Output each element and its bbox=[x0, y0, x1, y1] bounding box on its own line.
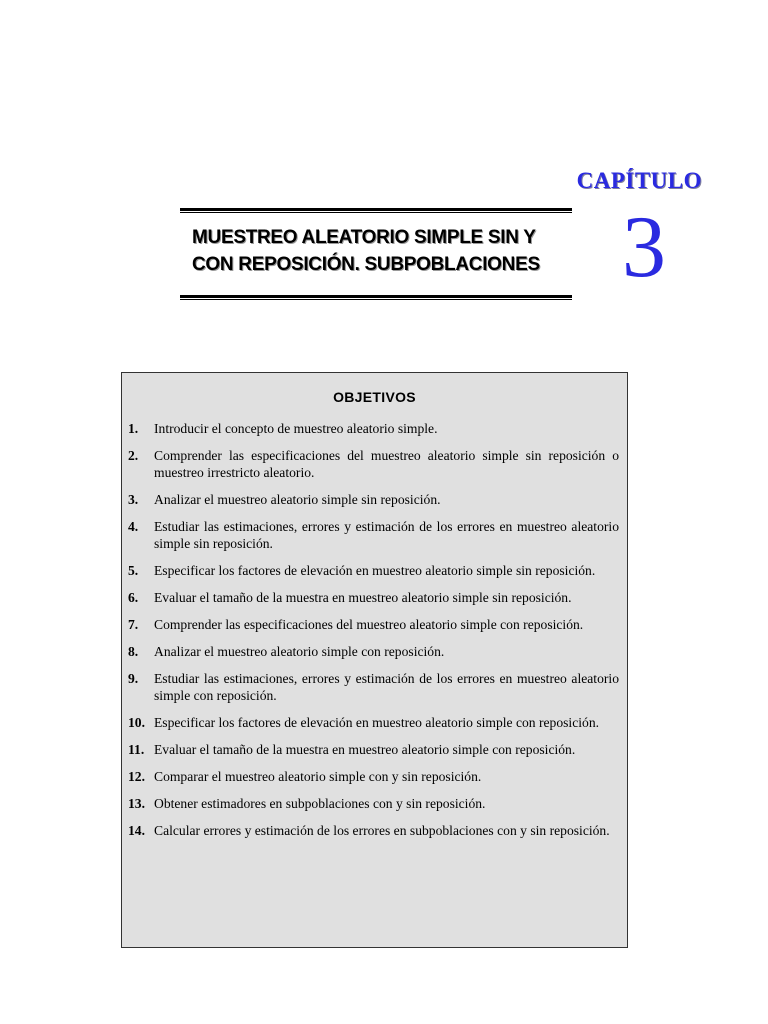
list-item bbox=[128, 714, 619, 731]
objective-text: Evaluar el tamaño de la muestra en muestreo aleatorio simple sin reposición. bbox=[154, 590, 572, 605]
list-item bbox=[128, 822, 619, 839]
objective-text: Comprender las especificaciones del muestreo aleatorio simple con reposición. bbox=[154, 617, 584, 632]
list-item bbox=[128, 643, 619, 660]
objective-number: 6. bbox=[128, 590, 139, 605]
chapter-title bbox=[192, 224, 572, 278]
objective-number: 5. bbox=[128, 563, 139, 578]
objective-text: Calcular errores y estimación de los errores en subpoblaciones con y sin reposición. bbox=[154, 823, 610, 838]
list-item bbox=[128, 741, 619, 758]
list-item bbox=[128, 768, 619, 785]
objective-text: Analizar el muestreo aleatorio simple sin reposición. bbox=[154, 492, 441, 507]
title-bottom-rule bbox=[180, 295, 572, 300]
chapter-title-line-2: CON REPOSICIÓN. SUBPOBLACIONES bbox=[192, 254, 540, 275]
chapter-title-block bbox=[180, 208, 572, 300]
objective-number: 1. bbox=[128, 421, 139, 436]
list-item bbox=[128, 616, 619, 633]
objective-number: 3. bbox=[128, 492, 139, 507]
objective-text: Evaluar el tamaño de la muestra en muestreo aleatorio simple con reposición. bbox=[154, 742, 576, 757]
objective-number: 10. bbox=[128, 715, 145, 730]
list-item bbox=[128, 491, 619, 508]
objective-number: 11. bbox=[128, 742, 145, 757]
list-item bbox=[128, 562, 619, 579]
chapter-number: 3 bbox=[622, 199, 666, 296]
objective-text: Introducir el concepto de muestreo aleatorio simple. bbox=[154, 421, 438, 436]
list-item bbox=[128, 589, 619, 606]
list-item bbox=[128, 670, 619, 704]
objective-number: 8. bbox=[128, 644, 139, 659]
list-item bbox=[128, 420, 619, 437]
objective-text: Obtener estimadores en subpoblaciones con y sin reposición. bbox=[154, 796, 486, 811]
objective-text: Comprender las especificaciones del muestreo aleatorio simple sin reposición o muestreo irrestricto aleatorio. bbox=[154, 448, 619, 480]
objective-number: 13. bbox=[128, 796, 145, 811]
objective-text: Especificar los factores de elevación en muestreo aleatorio simple con reposición. bbox=[154, 715, 600, 730]
objective-text: Analizar el muestreo aleatorio simple con reposición. bbox=[154, 644, 445, 659]
objective-number: 7. bbox=[128, 617, 139, 632]
objective-number: 2. bbox=[128, 448, 139, 463]
list-item bbox=[128, 447, 619, 481]
objective-number: 4. bbox=[128, 519, 139, 534]
list-item bbox=[128, 518, 619, 552]
objectives-list bbox=[128, 420, 619, 849]
objective-text: Estudiar las estimaciones, errores y estimación de los errores en muestreo aleatorio simple con reposición. bbox=[154, 671, 619, 703]
objective-text: Estudiar las estimaciones, errores y estimación de los errores en muestreo aleatorio simple sin reposición. bbox=[154, 519, 619, 551]
chapter-label: CAPÍTULO bbox=[576, 168, 702, 193]
objective-number: 12. bbox=[128, 769, 145, 784]
objective-text: Comparar el muestreo aleatorio simple con y sin reposición. bbox=[154, 769, 482, 784]
objective-text: Especificar los factores de elevación en muestreo aleatorio simple sin reposición. bbox=[154, 563, 596, 578]
objective-number: 14. bbox=[128, 823, 145, 838]
list-item bbox=[128, 795, 619, 812]
objectives-box bbox=[121, 372, 628, 948]
objectives-heading: OBJETIVOS bbox=[333, 389, 416, 405]
chapter-title-line-1: MUESTREO ALEATORIO SIMPLE SIN Y bbox=[192, 227, 536, 248]
objective-number: 9. bbox=[128, 671, 139, 686]
title-top-rule bbox=[180, 208, 572, 213]
